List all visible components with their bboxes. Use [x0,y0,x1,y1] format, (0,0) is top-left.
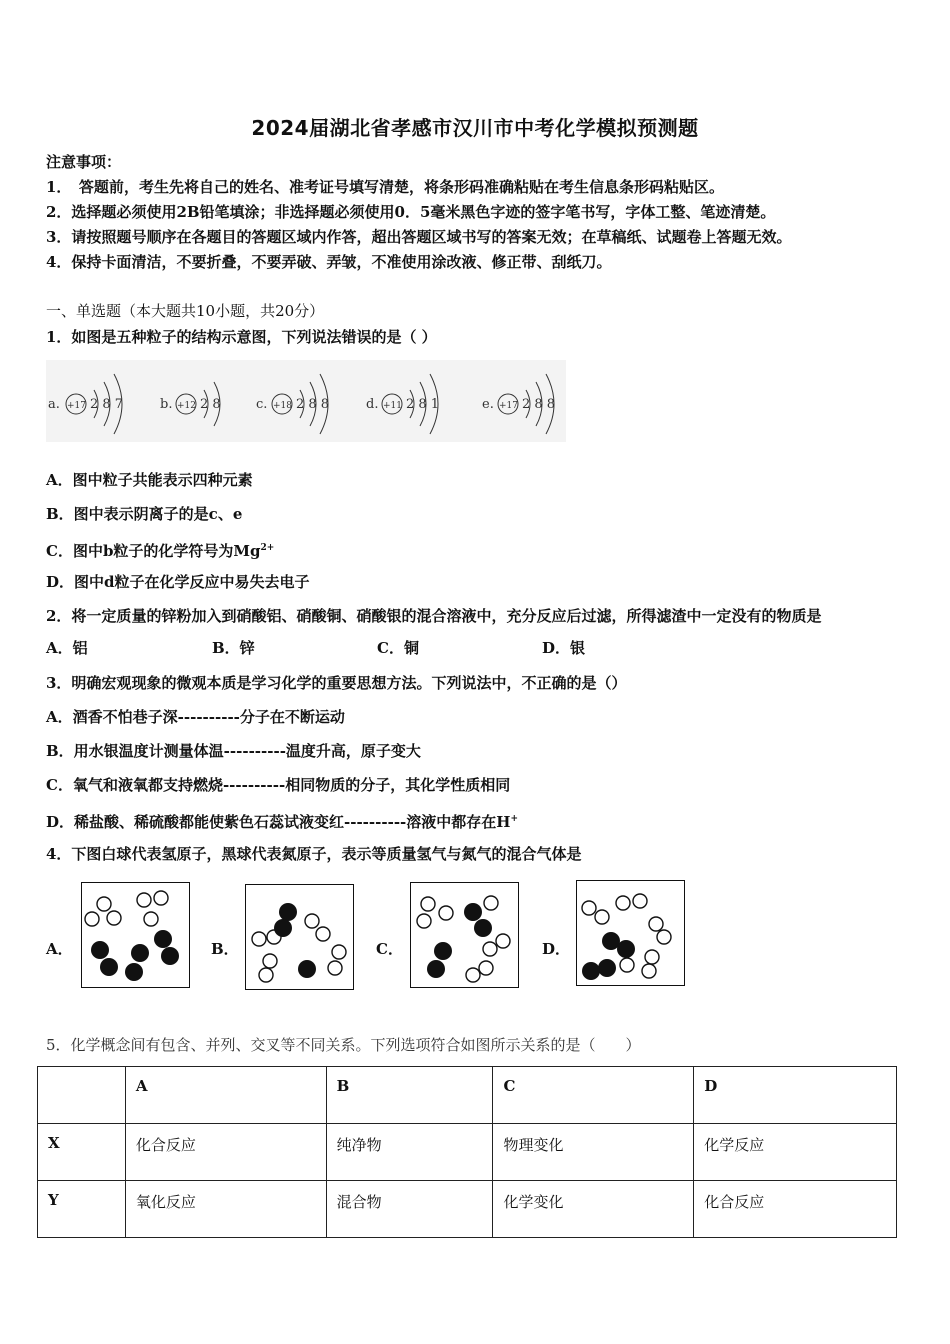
table-cell: 化合反应 [694,1181,897,1238]
notice-item: 2．选择题必须使用2B铅笔填涂；非选择题必须使用0．5毫米黑色字迹的签字笔书写，字体工整、笔迹清楚。 [46,203,776,221]
question-1-option-b: B．图中表示阴离子的是c、e [46,505,243,523]
question-4-options [46,880,706,992]
option-text: D．稀盐酸、稀硫酸都能使紫色石蕊试液变红----------溶液中都存在H [46,813,511,831]
particle-c [256,374,329,434]
particle-shells: 2 8 [200,397,221,412]
page-title: 2024届湖北省孝感市汉川市中考化学模拟预测题 [251,116,699,140]
particle-e [482,374,555,434]
question-2-option-a: A．铝 [46,639,88,657]
question-1-option-c [46,538,274,561]
question-4-stem: 4．下图白球代表氢原子，黑球代表氮原子，表示等质量氢气与氮气的混合气体是 [46,845,582,863]
particle-nucleus: +12 [177,401,196,411]
table-cell: 氧化反应 [125,1181,326,1238]
superscript: 2+ [260,543,275,553]
particle-nucleus: +11 [383,401,402,411]
particle-label: d. [366,397,379,412]
particle-shells: 2 8 8 [522,397,556,412]
table-cell: X [38,1124,126,1181]
molecule-box-b [245,884,354,990]
option-label: A． [46,940,73,958]
particle-label: a. [48,397,60,412]
table-header-row [38,1067,897,1124]
notice-item: 4．保持卡面清洁，不要折叠，不要弄破、弄皱，不准使用涂改液、修正带、刮纸刀。 [46,253,612,271]
question-3-option-a: A．酒香不怕巷子深----------分子在不断运动 [46,708,345,726]
option-label: D． [542,940,571,958]
table-cell [38,1067,126,1124]
question-5-stem: 5．化学概念间有包含、并列、交叉等不同关系。下列选项符合如图所示关系的是（ ） [46,1036,641,1054]
table-cell: 化学变化 [493,1181,694,1238]
particle-shells: 2 8 1 [406,397,440,412]
table-cell: 物理变化 [493,1124,694,1181]
notice-heading: 注意事项： [46,153,122,171]
table-cell: A [125,1067,326,1124]
option-label: B． [211,940,239,958]
question-1-option-d: D．图中d粒子在化学反应中易失去电子 [46,573,310,591]
question-3-option-c: C．氧气和液氧都支持燃烧----------相同物质的分子，其化学性质相同 [46,776,511,794]
particle-a [48,374,123,434]
section-heading: 一、单选题（本大题共10小题，共20分） [46,302,325,320]
question-2-option-c: C．铜 [377,639,419,657]
particle-shells: 2 8 7 [90,397,124,412]
notice-item: 3．请按照题号顺序在各题目的答题区域内作答，超出答题区域书写的答案无效；在草稿纸、试题卷上答题无效。 [46,228,792,246]
molecule-box-a [81,882,190,988]
particle-nucleus: +17 [67,401,86,411]
question-1-stem: 1．如图是五种粒子的结构示意图，下列说法错误的是（ ） [46,328,437,346]
option-label: C． [376,940,403,958]
particle-b [160,382,221,426]
molecule-box-c [410,882,519,988]
question-3-stem: 3．明确宏观现象的微观本质是学习化学的重要思想方法。下列说法中，不正确的是（） [46,674,627,692]
option-text: C．图中b粒子的化学符号为Mg [46,542,261,560]
table-cell: Y [38,1181,126,1238]
question-3-option-d [46,809,518,832]
question-2-options [46,637,746,659]
notice-item: 1． 答题前，考生先将自己的姓名、准考证号填写清楚，将条形码准确粘贴在考生信息条形码粘贴区。 [46,178,724,196]
table-cell: 混合物 [326,1181,493,1238]
table-row [38,1181,897,1238]
table-cell: B [326,1067,493,1124]
table-cell: 化合反应 [125,1124,326,1181]
question-1-option-a: A．图中粒子共能表示四种元素 [46,471,253,489]
molecule-box-d [576,880,685,986]
particle-structure-diagram [46,360,566,442]
question-2-option-d: D．银 [542,639,586,657]
particle-shells: 2 8 8 [296,397,330,412]
particle-nucleus: +17 [499,401,518,411]
particle-nucleus: +18 [273,401,292,411]
table-cell: C [493,1067,694,1124]
table-row [38,1124,897,1181]
particle-label: e. [482,397,494,412]
question-2-option-b: B．锌 [212,639,255,657]
table-cell: D [694,1067,897,1124]
table-cell: 化学反应 [694,1124,897,1181]
particle-d [366,374,439,434]
particle-label: b. [160,397,173,412]
particle-label: c. [256,397,268,412]
question-3-option-b: B．用水银温度计测量体温----------温度升高，原子变大 [46,742,421,760]
table-cell: 纯净物 [326,1124,493,1181]
superscript: + [510,814,518,824]
relationship-table [37,1066,897,1238]
question-2-stem: 2．将一定质量的锌粉加入到硝酸铝、硝酸铜、硝酸银的混合溶液中，充分反应后过滤，所得滤渣中一定没有的物质是 [46,607,822,625]
